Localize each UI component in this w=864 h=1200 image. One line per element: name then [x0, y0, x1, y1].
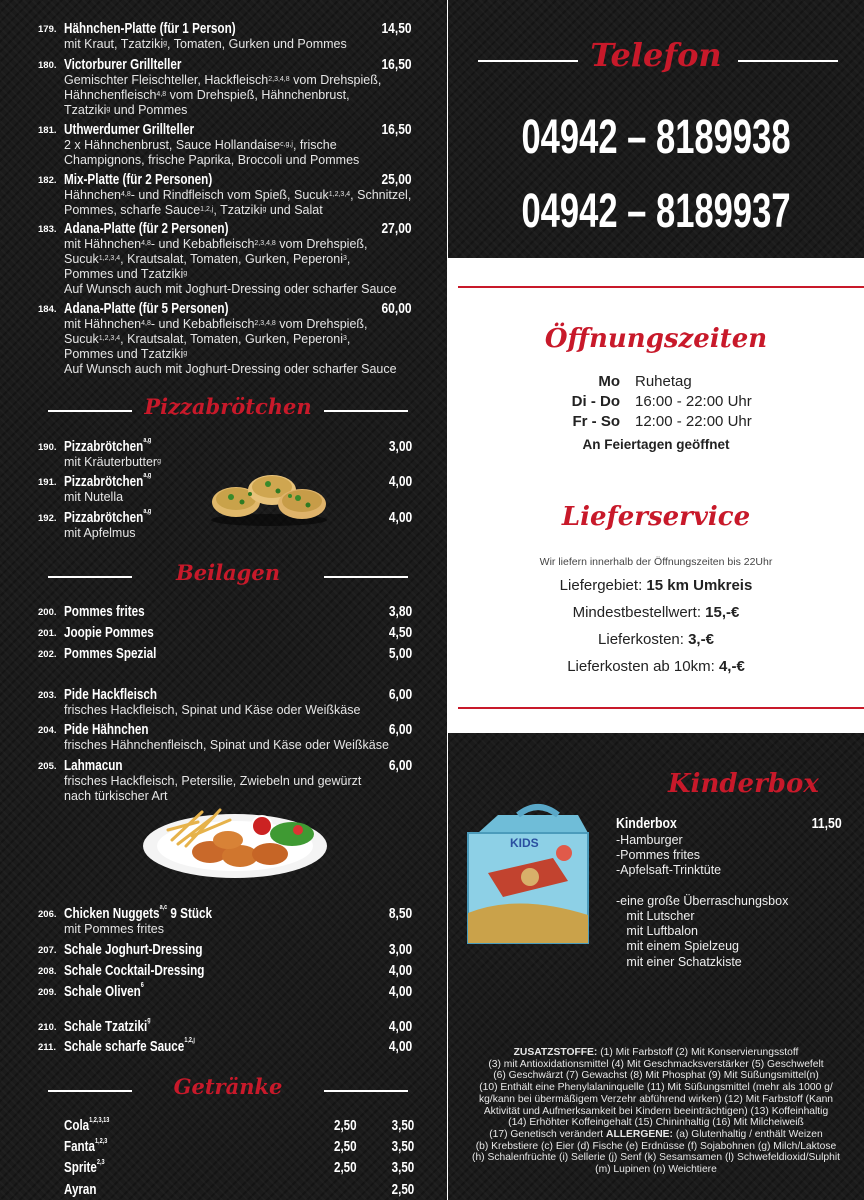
telefon-title: Telefon [590, 36, 722, 74]
kinderbox-line [616, 879, 788, 894]
kinderbox-line: mit Luftbalon [616, 924, 698, 939]
drink-price-large: 3,50 [391, 1139, 414, 1155]
item-name: Pommes Spezial [64, 645, 157, 662]
kinderbox-title: Kinderbox [668, 769, 819, 799]
section-getraenke [48, 1072, 408, 1108]
item-description: mit Hähnchen$^{4,8}$- und Kebabfleisch$^{2,3,4,8}$ vom Drehspieß, Sucuk$^{1,2,3,4}$, Krautsalat, Tomaten, Gurken, Peperoni$^3$, Pommes und Tzatziki$^g$ Auf Wunsch auch mit Joghurt-Dressing oder scharfer Sauce [64, 237, 397, 296]
item-name: Schale Tzatziki$^g$ [64, 1017, 151, 1035]
item-name: Victorburer Grillteller [64, 56, 182, 73]
item-name: Chicken Nuggets$^{a,c}$ 9 Stück [64, 904, 213, 922]
delivery-line [448, 604, 864, 621]
item-price: 8,50 [388, 905, 412, 922]
delivery-label: Lieferkosten ab 10km: [567, 658, 719, 675]
kinderbox-line: mit einer Schatzkiste [616, 954, 742, 969]
item-name: Hähnchen-Platte (für 1 Person) [64, 20, 236, 37]
telefon-block [448, 0, 864, 258]
item-description: mit Nutella [64, 490, 124, 504]
item-number: 206. [38, 909, 57, 920]
holiday-note: An Feiertagen geöffnet [582, 437, 730, 452]
drink-price-large: 2,50 [391, 1182, 414, 1198]
item-name: Schale Joghurt-Dressing [64, 941, 203, 958]
item-price: 4,00 [388, 1018, 412, 1035]
item-name: Lahmacun [64, 757, 123, 774]
item-price: 3,00 [388, 941, 412, 958]
item-name: Schale scharfe Sauce$^{1,2,j}$ [64, 1037, 195, 1055]
kinderbox-price: 11,50 [811, 815, 842, 832]
item-number: 191. [38, 477, 57, 488]
item-name: Uthwerdumer Grillteller [64, 121, 195, 138]
item-price: 4,00 [388, 1038, 412, 1055]
item-description: Hähnchen$^{4,8}$- und Rindfleisch vom Spieß, Sucuk$^{1,2,3,4}$, Schnitzel, Pommes, scharfe Sauce$^{1,2,j}$, Tzatziki$^g$ und Salat [64, 188, 412, 217]
item-number: 201. [38, 628, 57, 639]
item-number: 190. [38, 442, 57, 453]
item-number: 182. [38, 175, 57, 186]
item-description: mit Kraut, Tzatziki$^g$, Tomaten, Gurken und Pommes [64, 37, 347, 51]
kinderbox-image [458, 803, 598, 953]
delivery-line [448, 577, 864, 594]
item-number: 207. [38, 945, 57, 956]
item-number: 192. [38, 513, 57, 524]
item-price: 4,50 [388, 624, 412, 641]
chicken-nuggets-plate-image [140, 800, 330, 882]
item-price: 4,00 [388, 509, 412, 526]
hours-day: Fr - So [572, 413, 620, 430]
delivery-value: 15,-€ [705, 604, 740, 621]
delivery-label: Mindestbestellwert: [572, 604, 706, 621]
delivery-line [448, 658, 864, 675]
item-description: mit Apfelmus [64, 526, 136, 540]
phone-number-2[interactable]: 04942 – 8189937 [521, 185, 791, 238]
hours-time: 12:00 - 22:00 Uhr [635, 413, 752, 430]
item-description: frisches Hackfleisch, Petersilie, Zwiebeln und gewürzt nach türkischer Art [64, 774, 362, 803]
item-number: 205. [38, 761, 57, 772]
item-price: 16,50 [381, 56, 412, 73]
kinderbox-line: -eine große Überraschungsbox [616, 893, 789, 908]
kinderbox-line: -Hamburger [616, 833, 683, 847]
item-name: Pizzabrötchen$^{a,g}$ [64, 508, 152, 526]
drink-name: Sprite$^{2,3}$ [64, 1159, 105, 1176]
hours-day: Di - Do [571, 393, 620, 410]
item-price: 4,00 [388, 962, 412, 979]
kinderbox-line: -Pommes frites [616, 848, 701, 863]
item-price: 14,50 [381, 20, 412, 37]
delivery-value: 15 km Umkreis [646, 577, 753, 594]
item-price: 60,00 [381, 300, 412, 317]
item-name: Schale Cocktail-Dressing [64, 962, 205, 979]
delivery-note: Wir liefern innerhalb der Öffnungszeiten bis 22Uhr [539, 556, 773, 568]
hours-time: Ruhetag [635, 373, 692, 390]
item-price: 5,00 [388, 645, 412, 662]
item-number: 211. [38, 1042, 56, 1053]
item-name: Adana-Platte (für 2 Personen) [64, 220, 229, 237]
item-description: mit Kräuterbutter$^g$ [64, 455, 161, 469]
item-price: 3,80 [388, 603, 412, 620]
drink-name: Ayran [64, 1182, 97, 1198]
item-description: mit Hähnchen$^{4,8}$- und Kebabfleisch$^{2,3,4,8}$ vom Drehspieß, Sucuk$^{1,2,3,4}$, Krautsalat, Tomaten, Gurken, Peperoni$^3$, Pommes und Tzatziki$^g$ Auf Wunsch auch mit Joghurt-Dressing oder scharfer Sauce [64, 317, 397, 376]
item-price: 6,00 [388, 686, 412, 703]
item-price: 6,00 [388, 721, 412, 738]
kinderbox-block [448, 733, 864, 1200]
kinderbox-line: -Apfelsaft-Trinktüte [616, 863, 722, 878]
item-number: 183. [38, 224, 57, 235]
item-number: 184. [38, 304, 57, 315]
divider [458, 707, 864, 709]
drink-price-small: 2,50 [334, 1160, 357, 1176]
section-pizzabroetchen [48, 392, 408, 428]
drink-name: Cola$^{1,2,3,13}$ [64, 1117, 110, 1134]
section-title: Pizzabrötchen [144, 394, 312, 419]
item-price: 4,00 [388, 983, 412, 1000]
item-number: 208. [38, 966, 57, 977]
info-right-panel [448, 0, 864, 1200]
item-number: 179. [38, 24, 57, 35]
drink-price-small: 2,50 [334, 1118, 357, 1134]
item-name: Adana-Platte (für 5 Personen) [64, 300, 229, 317]
kinderbox-line: mit einem Spielzeug [616, 939, 739, 954]
item-number: 181. [38, 125, 57, 136]
drink-price-small: 2,50 [334, 1139, 357, 1155]
item-description: Gemischter Fleischteller, Hackfleisch$^{2,3,4,8}$ vom Drehspieß, Hähnchenfleisch$^{4,8}$ vom Drehspieß, Hähnchenbrust, Tzatziki$^g$ und Pommes [64, 73, 382, 117]
section-beilagen [48, 558, 408, 594]
delivery-label: Liefergebiet: [559, 577, 647, 594]
item-number: 180. [38, 60, 57, 71]
item-number: 202. [38, 649, 57, 660]
item-number: 200. [38, 607, 57, 618]
item-name: Pizzabrötchen$^{a,g}$ [64, 472, 152, 490]
kinderbox-name: Kinderbox [616, 815, 677, 832]
item-number: 209. [38, 987, 57, 998]
drink-price-large: 3,50 [391, 1118, 414, 1134]
item-number: 210. [38, 1022, 57, 1033]
hours-title: Öffnungszeiten [544, 324, 768, 354]
item-name: Pommes frites [64, 603, 145, 620]
delivery-value: 4,-€ [718, 658, 745, 675]
item-name: Schale Oliven$^6$ [64, 982, 144, 1000]
svg-text:KIDS: KIDS [510, 836, 539, 850]
delivery-title: Lieferservice [561, 502, 751, 532]
section-title: Beilagen [176, 560, 280, 585]
delivery-line [448, 631, 864, 648]
item-description: frisches Hähnchenfleisch, Spinat und Käse oder Weißkäse [64, 738, 389, 752]
zusatzstoffe-text: ZUSATZSTOFFE: (1) Mit Farbstoff (2) Mit Konservierungsstoff (3) mit Antioxidationsmittel (4) Mit Geschmacksverstärker (5) Geschwefelt (6) Geschwärzt (7) Gewachst (8) Mit Phosphat (9) Mit Süßungsmittel(n) (10) Enthält eine Phenylalaninquelle (11) Mit Süßungsmittel (mehr als 1000 g/ kg/kann bei übermäßigem Verzehr abführend wirken) (12) Mit Farbstoff (Kann Aktivität und Aufmerksamkeit bei Kindern beeinträchtigen) (13) Koffeinhaltig (14) Erhöhter Koffeingehalt (15) Chininhaltig (16) Mit Milcheiweiß (17) Genetisch verändert ALLERGENE: (a) Glutenhaltig / enthält Weizen (b) Krebstiere (c) Eier (d) Fische (e) Erdnüsse (f) Sojabohnen (g) Milch/Laktose (h) Schalenfrüchte (i) Sellerie (j) Senf (k) Sesamsamen (l) Schwefeldioxid/Sulphit (m) Lupinen (n) Weichtiere [472, 1047, 840, 1176]
item-price: 25,00 [381, 171, 412, 188]
item-description: mit Pommes frites [64, 922, 165, 936]
item-name: Pizzabrötchen$^{a,g}$ [64, 437, 152, 455]
item-name: Mix-Platte (für 2 Personen) [64, 171, 213, 188]
item-price: 4,00 [388, 473, 412, 490]
item-price: 6,00 [388, 757, 412, 774]
item-name: Pide Hähnchen [64, 721, 149, 738]
item-price: 27,00 [381, 220, 412, 237]
drink-price-large: 3,50 [391, 1160, 414, 1176]
item-number: 203. [38, 690, 57, 701]
drink-name: Fanta$^{1,2,3}$ [64, 1138, 108, 1155]
item-name: Joopie Pommes [64, 624, 154, 641]
item-price: 3,00 [388, 438, 412, 455]
item-description: 2 x Hähnchenbrust, Sauce Hollandaise$^{c,g,j}$, frische Champignons, frische Paprika, Broccoli und Pommes [64, 138, 360, 167]
delivery-label: Lieferkosten: [598, 631, 689, 648]
hours-time: 16:00 - 22:00 Uhr [635, 393, 752, 410]
item-price: 16,50 [381, 121, 412, 138]
item-name: Pide Hackfleisch [64, 686, 158, 703]
item-description: frisches Hackfleisch, Spinat und Käse oder Weißkäse [64, 703, 361, 717]
phone-number-1[interactable]: 04942 – 8189938 [521, 111, 791, 164]
hours-day: Mo [598, 373, 620, 390]
divider [458, 286, 864, 288]
section-title: Getränke [173, 1074, 283, 1099]
pizzabroetchen-image [206, 462, 332, 528]
kinderbox-line: mit Lutscher [616, 908, 695, 923]
delivery-value: 3,-€ [688, 631, 714, 648]
item-number: 204. [38, 725, 57, 736]
